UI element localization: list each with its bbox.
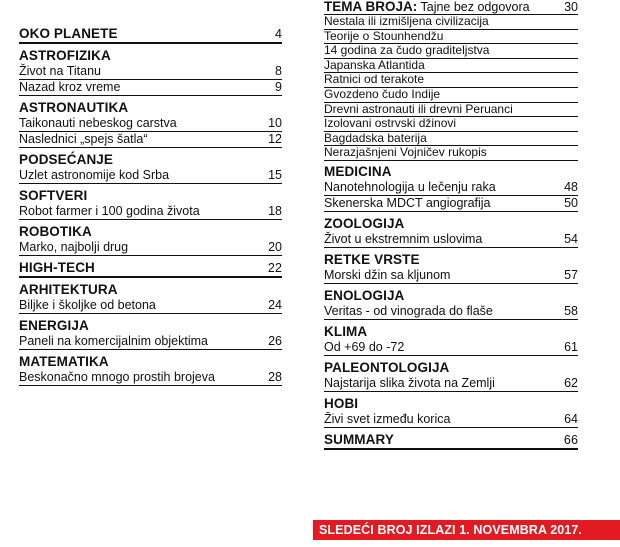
section-enologija (324, 288, 578, 320)
toc-left-column (19, 26, 282, 390)
section-matematika (19, 354, 282, 386)
tema-broja-lead: Tajne bez odgovora (420, 0, 530, 14)
toc-entry[interactable] (19, 64, 282, 80)
tema-broja-topic[interactable]: Drevni astronauti ili drevni Peruanci (324, 103, 578, 118)
section-title: ROBOTIKA (19, 224, 92, 239)
page-number: 64 (564, 411, 578, 426)
toc-entry[interactable] (324, 412, 578, 428)
section-retke-vrste (324, 252, 578, 284)
section-astronautika (19, 100, 282, 148)
toc-entry-summary[interactable] (324, 432, 578, 450)
entry-title: Živi svet između korica (324, 411, 451, 426)
section-title: ASTRONAUTIKA (19, 100, 129, 115)
entry-title: Od +69 do -72 (324, 339, 405, 354)
entry-title: Nazad kroz vreme (19, 80, 121, 94)
page-number: 57 (564, 267, 578, 282)
section-softveri (19, 188, 282, 220)
section-title: ENERGIJA (19, 318, 89, 333)
section-title: PODSEĆANJE (19, 152, 114, 167)
section-title: RETKE VRSTE (324, 251, 420, 267)
tema-broja-topic[interactable]: Ratnici od terakote (324, 73, 578, 88)
section-astrofizika (19, 48, 282, 96)
right-sections (324, 164, 578, 450)
section-oko-planete (19, 26, 282, 44)
section-title: PALEONTOLOGIJA (324, 359, 450, 375)
toc-entry[interactable] (19, 204, 282, 220)
page-number: 58 (564, 303, 578, 318)
toc-entry[interactable] (19, 80, 282, 96)
tema-broja-page: 30 (564, 0, 578, 14)
entry-title: Beskonačno mnogo prostih brojeva (19, 370, 215, 384)
section-title: ARHITEKTURA (19, 282, 118, 297)
tema-broja-topic[interactable]: Bagdadska baterija (324, 132, 578, 147)
toc-entry-high-tech[interactable] (19, 260, 282, 278)
entry-title: Život u ekstremnim uslovima (324, 231, 483, 246)
section-zoologija (324, 216, 578, 248)
page-number: 12 (268, 132, 282, 146)
toc-entry[interactable] (19, 116, 282, 132)
section-paleontologija (324, 360, 578, 392)
section-hobi (324, 396, 578, 428)
section-title: MATEMATIKA (19, 354, 109, 369)
entry-title: Robot farmer i 100 godina života (19, 204, 200, 218)
page-number: 9 (275, 80, 282, 94)
page-number: 54 (564, 231, 578, 246)
toc-right-column (324, 0, 578, 454)
section-title: KLIMA (324, 323, 368, 339)
section-title: HOBI (324, 395, 359, 411)
page-number: 50 (564, 195, 578, 210)
tema-broja-label: TEMA BROJA: (324, 0, 418, 14)
next-issue-banner: SLEDEĆI BROJ IZLAZI 1. NOVEMBRA 2017. (313, 520, 620, 540)
page-number: 20 (268, 240, 282, 254)
section-title: HIGH-TECH (19, 260, 95, 275)
section-robotika (19, 224, 282, 256)
tema-broja-section (324, 0, 578, 161)
entry-title: Najstarija slika života na Zemlji (324, 375, 495, 390)
section-title: SUMMARY (324, 431, 394, 447)
tema-broja-topics (324, 15, 578, 161)
section-podsecanje (19, 152, 282, 184)
entry-title: Veritas - od vinograda do flaše (324, 303, 493, 318)
page-number: 48 (564, 179, 578, 194)
section-summary (324, 432, 578, 450)
entry-title: Taikonauti nebeskog carstva (19, 116, 177, 130)
tema-broja-topic[interactable]: Gvozdeno čudo Indije (324, 88, 578, 103)
entry-title: Biljke i školjke od betona (19, 298, 156, 312)
page-number: 61 (564, 339, 578, 354)
section-klima (324, 324, 578, 356)
section-title: ENOLOGIJA (324, 287, 405, 303)
toc-entry[interactable] (19, 240, 282, 256)
section-energija (19, 318, 282, 350)
tema-broja-topic[interactable]: 14 godina za čudo graditeljstva (324, 44, 578, 59)
section-title: MEDICINA (324, 163, 392, 179)
section-title: OKO PLANETE (19, 26, 118, 41)
page-number: 18 (268, 204, 282, 218)
entry-title: Morski džin sa kljunom (324, 267, 451, 282)
entry-title: Naslednici „spejs šatla“ (19, 132, 148, 146)
section-medicina (324, 164, 578, 212)
tema-broja-topic[interactable]: Teorije o Stounhendžu (324, 30, 578, 45)
toc-entry[interactable] (324, 232, 578, 248)
toc-entry[interactable] (324, 340, 578, 356)
page-number: 62 (564, 375, 578, 390)
toc-entry[interactable] (19, 370, 282, 386)
page-number: 26 (268, 334, 282, 348)
entry-title: Marko, najbolji drug (19, 240, 129, 254)
section-title: ZOOLOGIJA (324, 215, 405, 231)
entry-title: Uzlet astronomije kod Srba (19, 168, 170, 182)
page-number: 28 (268, 370, 282, 384)
page-number: 24 (268, 298, 282, 312)
tema-broja-heading[interactable] (324, 0, 578, 15)
page-number: 4 (274, 27, 282, 41)
tema-broja-topic[interactable]: Nerazjašnjeni Vojničev rukopis (324, 146, 578, 161)
tema-broja-topic[interactable]: Japanska Atlantida (324, 59, 578, 74)
section-high-tech (19, 260, 282, 278)
page-number: 66 (563, 432, 578, 447)
entry-title: Paneli na komercijalnim objektima (19, 334, 208, 348)
entry-title: Život na Titanu (19, 64, 101, 78)
toc-entry[interactable] (324, 376, 578, 392)
tema-broja-topic[interactable]: Nestala ili izmišljena civilizacija (324, 15, 578, 30)
toc-entry[interactable] (324, 196, 578, 212)
entry-title: Nanotehnologija u lečenju raka (324, 179, 496, 194)
toc-entry[interactable] (19, 298, 282, 314)
entry-title: Skenerska MDCT angiografija (324, 195, 491, 210)
toc-entry[interactable] (324, 304, 578, 320)
page-number: 8 (275, 64, 282, 78)
section-title: ASTROFIZIKA (19, 48, 111, 63)
page-number: 10 (268, 116, 282, 130)
section-arhitektura (19, 282, 282, 314)
toc-entry[interactable] (324, 268, 578, 284)
tema-broja-topic[interactable]: Izolovani ostrvski džinovi (324, 117, 578, 132)
toc-entry[interactable] (19, 334, 282, 350)
page-number: 22 (267, 261, 282, 275)
toc-entry[interactable] (19, 132, 282, 148)
toc-entry-oko-planete[interactable] (19, 26, 282, 44)
toc-entry[interactable] (324, 180, 578, 196)
section-title: SOFTVERI (19, 188, 88, 203)
page-number: 15 (268, 168, 282, 182)
toc-entry[interactable] (19, 168, 282, 184)
